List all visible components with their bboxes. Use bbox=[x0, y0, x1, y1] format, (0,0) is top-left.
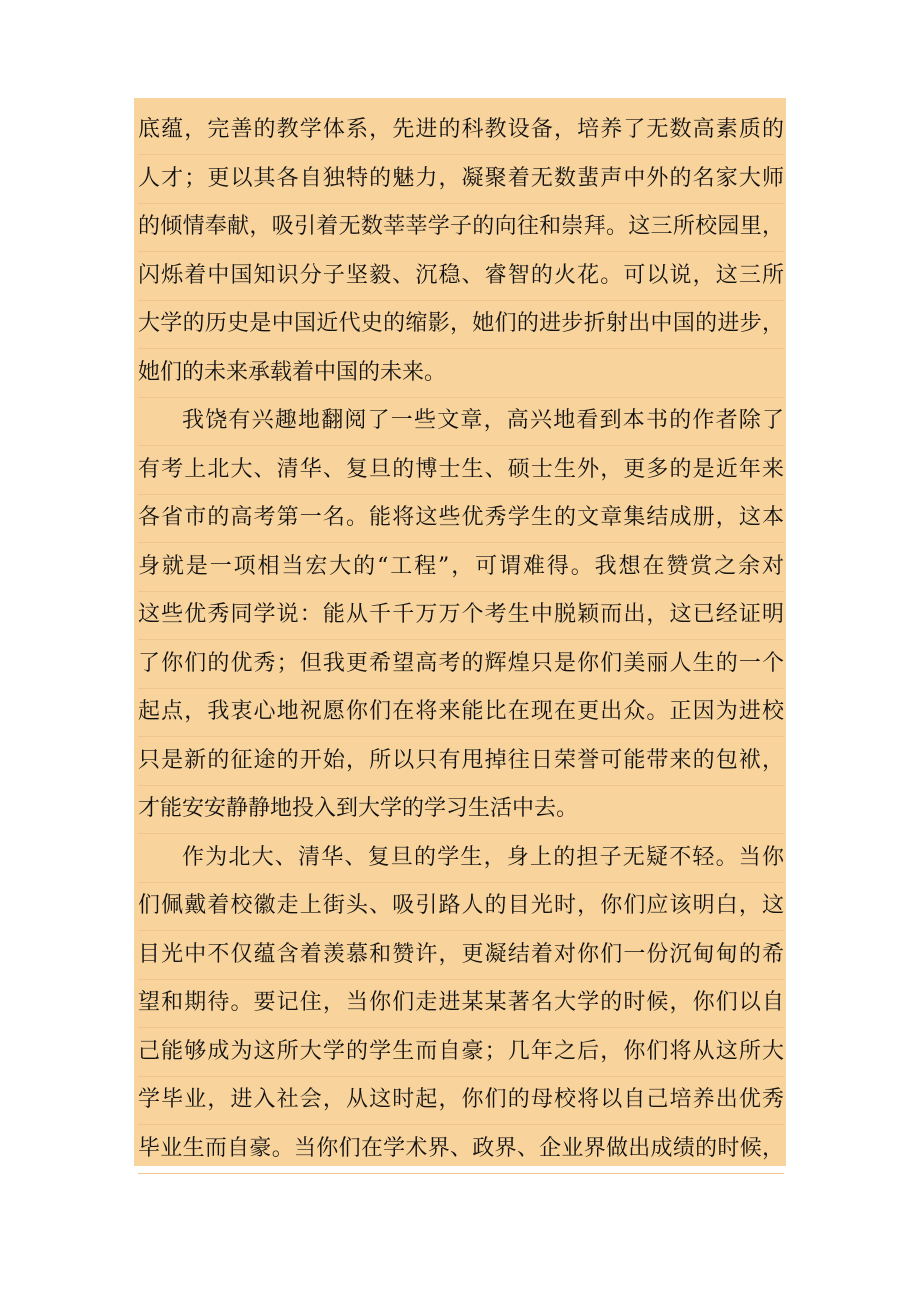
text-line: 底蕴，完善的教学体系，先进的科教设备，培养了无数高素质的 bbox=[138, 106, 784, 155]
text-line: 有考上北大、清华、复旦的博士生、硕士生外，更多的是近年来 bbox=[138, 446, 784, 495]
text-line: 闪烁着中国知识分子坚毅、沉稳、睿智的火花。可以说，这三所 bbox=[138, 252, 784, 301]
text-line: 们佩戴着校徽走上街头、吸引路人的目光时，你们应该明白，这 bbox=[138, 882, 784, 931]
text-line: 人才；更以其各自独特的魅力，凝聚着无数蜚声中外的名家大师 bbox=[138, 155, 784, 204]
text-line: 只是新的征途的开始，所以只有甩掉往日荣誉可能带来的包袱， bbox=[138, 737, 784, 786]
text-line: 我饶有兴趣地翻阅了一些文章，高兴地看到本书的作者除了 bbox=[138, 397, 784, 446]
text-line: 身就是一项相当宏大的“工程”，可谓难得。我想在赞赏之余对 bbox=[138, 543, 784, 592]
text-line: 学毕业，进入社会，从这时起，你们的母校将以自己培养出优秀 bbox=[138, 1076, 784, 1125]
text-line: 了你们的优秀；但我更希望高考的辉煌只是你们美丽人生的一个 bbox=[138, 640, 784, 689]
text-line: 她们的未来承载着中国的未来。 bbox=[138, 349, 784, 398]
text-line: 毕业生而自豪。当你们在学术界、政界、企业界做出成绩的时候， bbox=[138, 1125, 784, 1174]
text-line: 的倾情奉献，吸引着无数莘莘学子的向往和崇拜。这三所校园里， bbox=[138, 203, 784, 252]
text-line: 作为北大、清华、复旦的学生，身上的担子无疑不轻。当你 bbox=[138, 834, 784, 883]
text-line: 才能安安静静地投入到大学的学习生活中去。 bbox=[138, 785, 784, 834]
text-line: 各省市的高考第一名。能将这些优秀学生的文章集结成册，这本 bbox=[138, 494, 784, 543]
text-line: 起点，我衷心地祝愿你们在将来能比在现在更出众。正因为进校 bbox=[138, 688, 784, 737]
text-line: 大学的历史是中国近代史的缩影，她们的进步折射出中国的进步， bbox=[138, 300, 784, 349]
text-line: 望和期待。要记住，当你们走进某某著名大学的时候，你们以自 bbox=[138, 979, 784, 1028]
highlighted-text-block bbox=[134, 98, 786, 1166]
text-line: 这些优秀同学说：能从千千万万个考生中脱颖而出，这已经证明 bbox=[138, 591, 784, 640]
text-line: 目光中不仅蕴含着羡慕和赞许，更凝结着对你们一份沉甸甸的希 bbox=[138, 931, 784, 980]
text-line: 己能够成为这所大学的学生而自豪；几年之后，你们将从这所大 bbox=[138, 1028, 784, 1077]
